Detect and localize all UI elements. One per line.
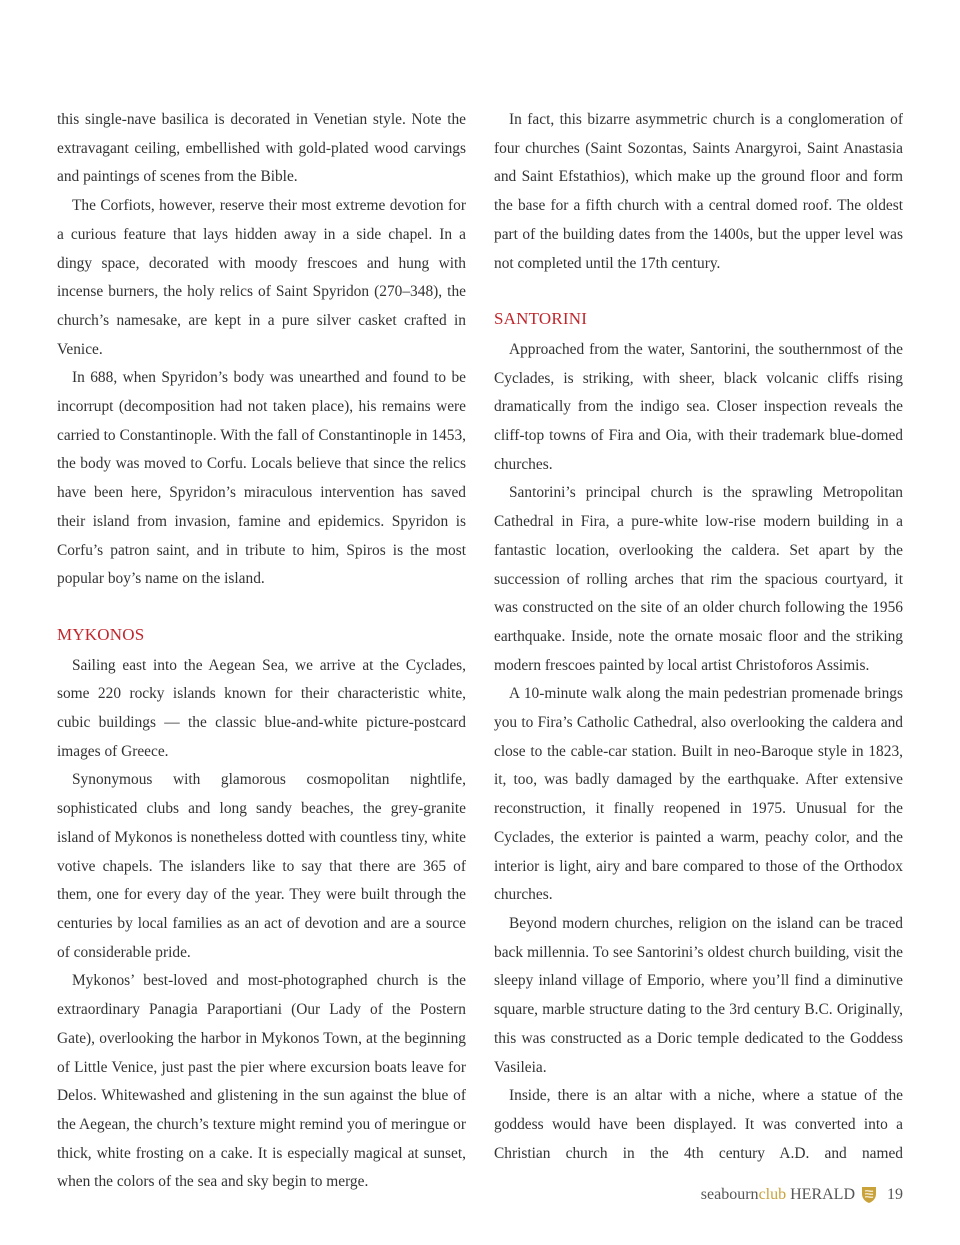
brand-club: club (758, 1186, 787, 1203)
left-column (57, 106, 466, 1197)
brand-prefix: seabourn (700, 1186, 759, 1203)
body-paragraph: Santorini’s principal church is the sprawling Metropolitan Cathedral in Fira, a pure-white low-rise modern building in a fantastic location, overlooking the caldera. Set apart by the succession of rolling arches that rim the spacious courtyard, it was constructed on the site of an older church following the 1956 earthquake. Inside, note the ornate mosaic floor and the striking modern frescoes painted by local artist Christoforos Assimis. (494, 484, 903, 674)
body-paragraph: A 10-minute walk along the main pedestrian promenade brings you to Fira’s Catholic Cathedral, also overlooking the caldera and close to the cable-car station. Built in neo-Baroque style in 1823, it, too, was badly damaged by the earthquake. After extensive reconstruction, it finally reopened in 1975. Unusual for the Cyclades, the exterior is painted a warm, peachy color, and the interior is light, airy and bare compared to those of the Orthodox churches. (494, 685, 903, 904)
body-paragraph: Synonymous with glamorous cosmopolitan nightlife, sophisticated clubs and long sandy beaches, the grey-granite island of Mykonos is nonetheless dotted with countless tiny, white votive chapels. The islanders like to say that there are 365 of them, one for every day of the year. They were built through the centuries by local families as an act of devotion and are a source of considerable pride. (57, 771, 466, 961)
body-paragraph: In 688, when Spyridon’s body was unearthed and found to be incorrupt (decomposition had not taken place), his remains were carried to Constantinople. With the fall of Constantinople in 1453, the body was moved to Corfu. Locals believe that since the relics have been here, Spyridon’s miraculous intervention has saved their island from invasion, famine and epidemics. Spyridon is Corfu’s patron saint, and in tribute to him, Spiros is the most popular boy’s name on the island. (57, 369, 466, 588)
body-paragraph: Inside, there is an altar with a niche, where a statue of the goddess would have been displayed. It was converted into a Christian church in the 4th century A.D. and named (494, 1087, 903, 1162)
body-paragraph: this single-nave basilica is decorated in Venetian style. Note the extravagant ceiling, embellished with gold-plated wood carvings and paintings of scenes from the Bible. (57, 111, 466, 186)
publication-brand (701, 1186, 855, 1204)
body-paragraph: The Corfiots, however, reserve their most extreme devotion for a curious feature that lays hidden away in a side chapel. In a dingy space, decorated with moody frescoes and hung with incense burners, the holy relics of Saint Spyridon (270–348), the church’s namesake, are kept in a pure silver casket crafted in Venice. (57, 197, 466, 358)
body-paragraph: Sailing east into the Aegean Sea, we arrive at the Cyclades, some 220 rocky islands known for their characteristic white, cubic buildings — the classic blue-and-white picture-postcard images of Greece. (57, 656, 466, 760)
body-paragraph: Mykonos’ best-loved and most-photographed church is the extraordinary Panagia Paraportiani (Our Lady of the Postern Gate), overlooking the harbor in Mykonos Town, at the beginning of Little Venice, just past the pier where excursion boats leave for Delos. Whitewashed and glistening in the sun against the blue of the Aegean, the church’s texture might remind you of meringue or thick, white frosting on a cake. It is especially magical at sunset, when the colors of the sea and sky begin to merge. (57, 972, 466, 1191)
page-footer (701, 1186, 903, 1204)
section-heading-santorini: SANTORINI (494, 309, 588, 329)
body-paragraph: In fact, this bizarre asymmetric church is a conglomeration of four churches (Saint Sozontas, Saints Anargyroi, Saint Anastasia and Saint Efstathios), which make up the ground floor and form the base for a fifth church with a central domed roof. The oldest part of the building dates from the 1400s, but the upper level was not completed until the 17th century. (494, 111, 903, 272)
body-paragraph: Beyond modern churches, religion on the island can be traced back millennia. To see Santorini’s oldest church building, visit the sleepy inland village of Emporio, where you’ll find a diminutive square, marble structure dating to the 3rd century B.C. Originally, this was constructed as a Doric temple dedicated to the Goddess Vasileia. (494, 914, 903, 1076)
page-number: 19 (887, 1186, 903, 1203)
brand-suffix: HERALD (790, 1186, 855, 1203)
right-column (494, 106, 903, 1168)
shield-logo-icon (861, 1186, 877, 1204)
body-paragraph: Approached from the water, Santorini, the southernmost of the Cyclades, is striking, with sheer, black volcanic cliffs rising dramatically from the indigo sea. Closer inspection reveals the cliff-top towns of Fira and Oia, with their trademark blue-domed churches. (494, 340, 903, 473)
section-heading-mykonos: MYKONOS (57, 624, 145, 644)
